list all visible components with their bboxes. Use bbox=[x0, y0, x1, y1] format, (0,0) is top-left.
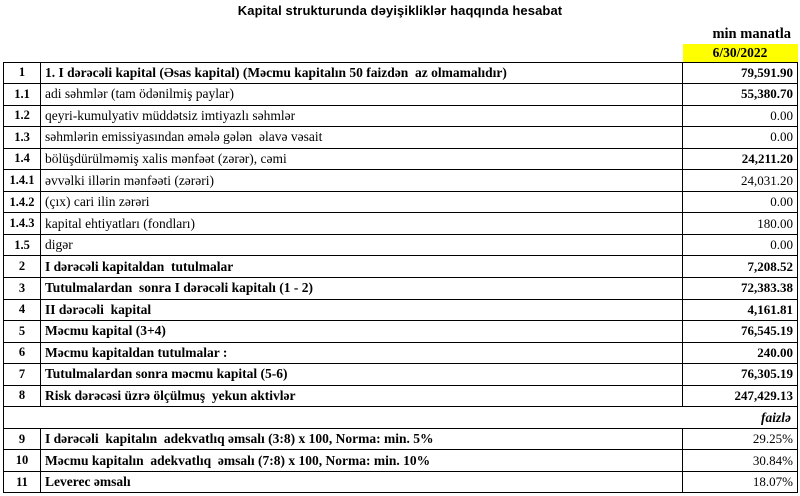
table-row bbox=[4, 84, 798, 106]
row-value-cell: 29.25% bbox=[683, 428, 798, 450]
row-number-cell: 9 bbox=[4, 428, 41, 450]
report-table-body bbox=[4, 62, 798, 493]
row-value-cell: 18.07% bbox=[683, 471, 798, 493]
table-row bbox=[4, 428, 798, 450]
row-number-cell: 8 bbox=[4, 385, 41, 407]
row-number-cell: 4 bbox=[4, 299, 41, 321]
page-title: Kapital strukturunda dəyişikliklər haqqında hesabat bbox=[237, 3, 563, 18]
row-value-cell: 247,429.13 bbox=[683, 385, 798, 407]
table-row bbox=[4, 148, 798, 170]
row-number-cell: 1.4.3 bbox=[4, 213, 41, 235]
table-row bbox=[4, 191, 798, 213]
row-value-cell: 72,383.38 bbox=[683, 277, 798, 299]
row-label-cell: II dərəcəli kapital bbox=[41, 299, 683, 321]
table-row bbox=[4, 299, 798, 321]
row-value-cell: 76,545.19 bbox=[683, 321, 798, 343]
row-label-cell: I dərəcəli kapitaldan tutulmalar bbox=[41, 256, 683, 278]
table-row bbox=[4, 277, 798, 299]
header-empty-cell bbox=[41, 44, 683, 62]
row-label-cell: (çıx) cari ilin zərəri bbox=[41, 191, 683, 213]
row-number-cell: 2 bbox=[4, 256, 41, 278]
percent-section-label: faizlə bbox=[4, 407, 798, 429]
row-number-cell: 1.4.2 bbox=[4, 191, 41, 213]
row-number-cell: 3 bbox=[4, 277, 41, 299]
row-number-cell: 6 bbox=[4, 342, 41, 364]
table-row bbox=[4, 407, 798, 429]
row-value-cell: 0.00 bbox=[683, 234, 798, 256]
row-label-cell: Məcmu kapital (3+4) bbox=[41, 321, 683, 343]
row-value-cell: 0.00 bbox=[683, 105, 798, 127]
row-value-cell: 24,031.20 bbox=[683, 170, 798, 192]
table-row bbox=[4, 450, 798, 472]
row-number-cell: 1.5 bbox=[4, 234, 41, 256]
row-label-cell: Məcmu kapitalın adekvatlıq əmsalı (7:8) x 100, Norma: min. 10% bbox=[41, 450, 683, 472]
table-row bbox=[4, 321, 798, 343]
row-value-cell: 180.00 bbox=[683, 213, 798, 235]
row-number-cell: 1.1 bbox=[4, 84, 41, 106]
row-value-cell: 0.00 bbox=[683, 191, 798, 213]
table-row bbox=[4, 105, 798, 127]
row-value-cell: 0.00 bbox=[683, 127, 798, 149]
row-number-cell: 1.2 bbox=[4, 105, 41, 127]
table-row bbox=[4, 127, 798, 149]
table-row bbox=[4, 62, 798, 84]
row-value-cell: 76,305.19 bbox=[683, 364, 798, 386]
row-label-cell: Məcmu kapitaldan tutulmalar : bbox=[41, 342, 683, 364]
capital-structure-table bbox=[3, 44, 798, 493]
row-number-cell: 1.3 bbox=[4, 127, 41, 149]
table-row bbox=[4, 256, 798, 278]
row-value-cell: 30.84% bbox=[683, 450, 798, 472]
row-value-cell: 240.00 bbox=[683, 342, 798, 364]
row-number-cell: 1.4 bbox=[4, 148, 41, 170]
row-number-cell: 10 bbox=[4, 450, 41, 472]
report-date-header: 6/30/2022 bbox=[683, 44, 798, 62]
row-number-cell: 5 bbox=[4, 321, 41, 343]
row-number-cell: 7 bbox=[4, 364, 41, 386]
row-label-cell: kapital ehtiyatları (fondları) bbox=[41, 213, 683, 235]
row-value-cell: 79,591.90 bbox=[683, 62, 798, 84]
table-row bbox=[4, 471, 798, 493]
row-label-cell: qeyri-kumulyativ müddətsiz imtiyazlı səhmlər bbox=[41, 105, 683, 127]
row-number-cell: 11 bbox=[4, 471, 41, 493]
row-value-cell: 7,208.52 bbox=[683, 256, 798, 278]
row-number-cell: 1 bbox=[4, 62, 41, 84]
row-value-cell: 24,211.20 bbox=[683, 148, 798, 170]
row-value-cell: 55,380.70 bbox=[683, 84, 798, 106]
table-header-row bbox=[4, 44, 798, 62]
table-row bbox=[4, 213, 798, 235]
table-row bbox=[4, 234, 798, 256]
row-label-cell: adi səhmlər (tam ödənilmiş paylar) bbox=[41, 84, 683, 106]
row-label-cell: Tutulmalardan sonra məcmu kapital (5-6) bbox=[41, 364, 683, 386]
row-label-cell: 1. I dərəcəli kapital (Əsas kapital) (Məcmu kapitalın 50 faizdən az olmamalıdır) bbox=[41, 62, 683, 84]
row-label-cell: I dərəcəli kapitalın adekvatlıq əmsalı (3:8) x 100, Norma: min. 5% bbox=[41, 428, 683, 450]
header-empty-cell bbox=[4, 44, 41, 62]
row-value-cell: 4,161.81 bbox=[683, 299, 798, 321]
unit-label: min manatla bbox=[712, 26, 791, 42]
row-label-cell: Risk dərəcəsi üzrə ölçülmuş yekun aktivlər bbox=[41, 385, 683, 407]
row-label-cell: səhmlərin emissiyasından əmələ gələn əlavə vəsait bbox=[41, 127, 683, 149]
table-row bbox=[4, 170, 798, 192]
row-label-cell: bölüşdürülməmiş xalis mənfəət (zərər), cəmi bbox=[41, 148, 683, 170]
row-number-cell: 1.4.1 bbox=[4, 170, 41, 192]
table-row bbox=[4, 385, 798, 407]
row-label-cell: Leverec əmsalı bbox=[41, 471, 683, 493]
table-row bbox=[4, 342, 798, 364]
row-label-cell: digər bbox=[41, 234, 683, 256]
row-label-cell: əvvəlki illərin mənfəəti (zərəri) bbox=[41, 170, 683, 192]
row-label-cell: Tutulmalardan sonra I dərəcəli kapitalı (1 - 2) bbox=[41, 277, 683, 299]
table-row bbox=[4, 364, 798, 386]
